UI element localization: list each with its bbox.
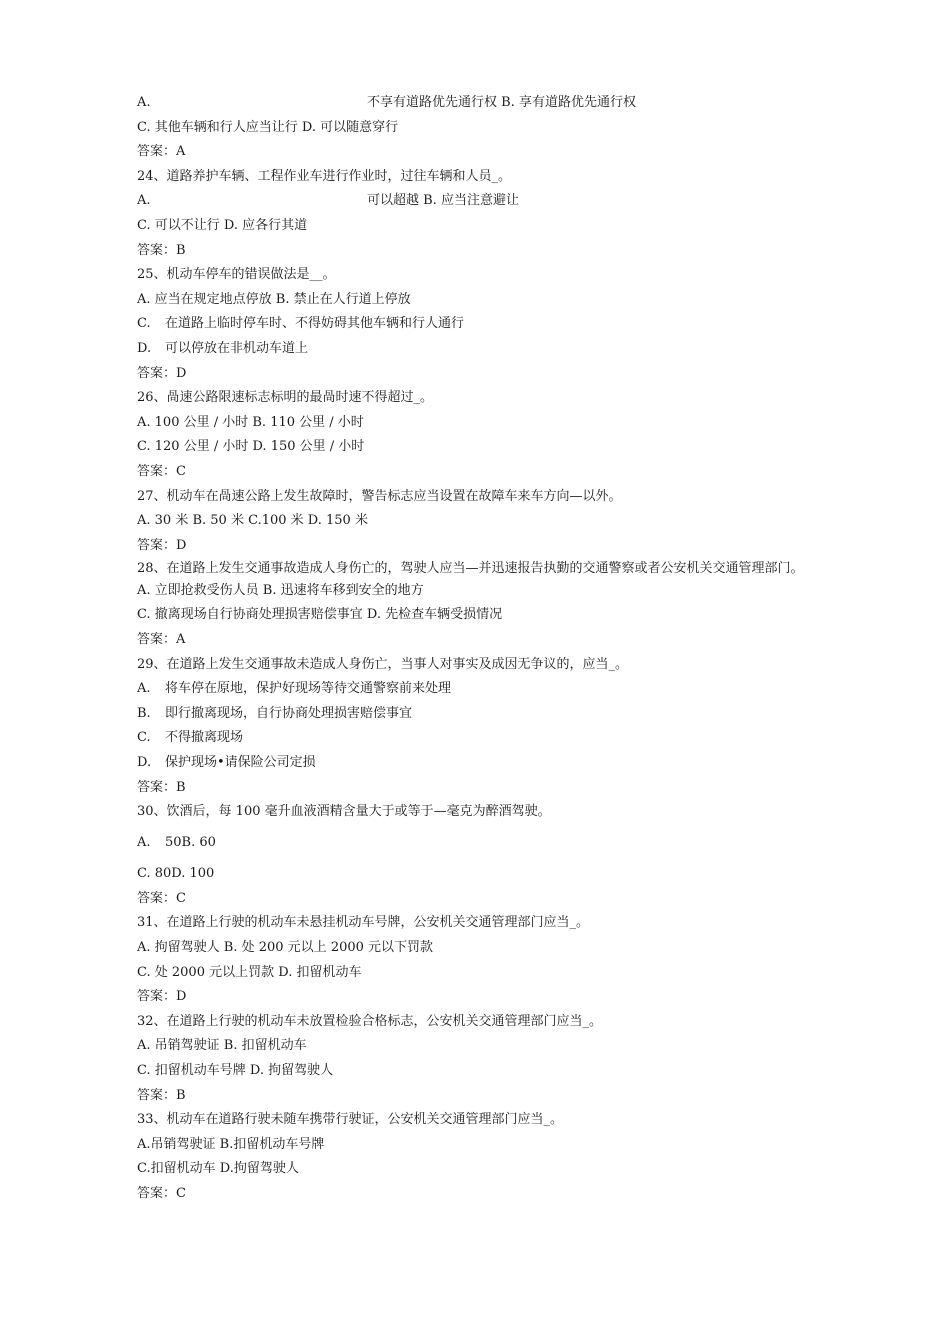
text-line: C. 其他车辆和行人应当让行 D. 可以随意穿行	[137, 119, 399, 135]
text-line: 答案：B	[137, 1087, 186, 1103]
option-text: 即行撤离现场，自行协商处理损害赔偿事宜	[165, 705, 413, 721]
text-line: A. 吊销驾驶证 B. 扣留机动车	[137, 1038, 307, 1054]
option-label: C.	[137, 730, 151, 746]
text-line: 32、在道路上行驶的机动车未放置检验合格标志，公安机关交通管理部门应当_。	[137, 1013, 603, 1029]
option-label: A.	[137, 193, 151, 209]
text-line: 33、机动车在道路行驶未随车携带行驶证，公安机关交通管理部门应当_。	[137, 1112, 564, 1128]
option-line	[137, 754, 817, 771]
text-line: 25、机动车停车的错误做法是__。	[137, 267, 336, 283]
text-line: 26、咼速公路限速标志标明的最咼时速不得超过_。	[137, 390, 434, 406]
text-line: C.扣留机动车 D.拘留驾驶人	[137, 1161, 299, 1177]
option-text: 不享有道路优先通行权 B. 享有道路优先通行权	[367, 95, 636, 110]
option-label: B.	[137, 705, 151, 721]
option-text: 在道路上临时停车时、不得妨碍其他车辆和行人通行	[165, 316, 465, 332]
text-line: A. 100 公里 / 小时 B. 110 公里 / 小时	[137, 414, 364, 430]
text-line: C. 80D. 100	[137, 866, 215, 882]
option-line	[137, 680, 817, 697]
option-label: A.	[137, 681, 151, 697]
text-line: 答案：D	[137, 365, 187, 381]
option-line	[137, 834, 817, 851]
text-line: 答案：B	[137, 779, 186, 795]
option-label: A.	[137, 835, 151, 851]
text-line: C. 120 公里 / 小时 D. 150 公里 / 小时	[137, 439, 365, 455]
text-line: 答案：A	[137, 632, 186, 648]
text-line: 答案：C	[137, 1185, 186, 1201]
text-line: 答案：A	[137, 144, 186, 160]
option-text: 可以超越 B. 应当注意避让	[367, 193, 519, 209]
option-label: D.	[137, 755, 152, 771]
option-line	[137, 315, 817, 332]
text-line: 答案：D	[137, 537, 187, 553]
text-line: A. 立即抢救受伤人员 B. 迅速将车移到安全的地方	[137, 582, 424, 598]
option-line	[137, 192, 817, 209]
text-line: A. 拘留驾驶人 B. 处 200 元以上 2000 元以下罚款	[137, 940, 434, 955]
text-line: 答案：C	[137, 890, 186, 906]
text-line: C. 处 2000 元以上罚款 D. 扣留机动车	[137, 964, 362, 980]
text-line: 29、在道路上发生交通事故未造成人身伤亡，当事人对事实及成因无争议的，应当_。	[137, 656, 629, 672]
text-line: 27、机动车在咼速公路上发生故障时，警告标志应当设置在故障车来车方向—以外。	[137, 488, 622, 504]
option-text: 可以停放在非机动车道上	[165, 340, 309, 356]
text-line: C. 可以不让行 D. 应各行其道	[137, 217, 308, 233]
text-line: 答案：B	[137, 242, 186, 258]
option-text: 50B. 60	[165, 835, 216, 851]
text-line: 30、饮酒后，每 100 毫升血液酒精含量大于或等于—毫克为醉酒驾驶。	[137, 804, 551, 820]
option-line	[137, 729, 817, 746]
option-label: C.	[137, 316, 151, 332]
option-label: D.	[137, 340, 152, 356]
text-line: 答案：C	[137, 463, 186, 479]
document-page	[137, 94, 817, 1210]
option-text: 将车停在原地，保护好现场等待交通警察前来处理	[165, 681, 452, 697]
option-label: A.	[137, 95, 151, 110]
text-line: C. 撤离现场自行协商处理损害赔偿事宜 D. 先检查车辆受损情况	[137, 607, 503, 623]
text-line: 24、道路养护车辆、工程作业车进行作业时，过往车辆和人员_。	[137, 168, 512, 184]
option-line	[137, 94, 817, 111]
text-line: A. 应当在规定地点停放 B. 禁止在人行道上停放	[137, 291, 411, 307]
text-line: A.吊销驾驶证 B.扣留机动车号牌	[137, 1136, 325, 1152]
text-line: 31、在道路上行驶的机动车未悬挂机动车号牌，公安机关交通管理部门应当_。	[137, 915, 590, 931]
option-line	[137, 705, 817, 722]
option-text: 保护现场•请保险公司定损	[165, 755, 316, 771]
text-line: C. 扣留机动车号牌 D. 拘留驾驶人	[137, 1062, 334, 1078]
text-line: 答案：D	[137, 989, 187, 1005]
text-line: A. 30 米 B. 50 米 C.100 米 D. 150 米	[137, 513, 368, 529]
option-text: 不得撤离现场	[165, 730, 244, 746]
question-line: 28、在道路上发生交通事故造成人身伤亡的，驾驶人应当—并迅速报告执勤的交通警察或者公安机关交通管理部门。	[137, 561, 804, 577]
option-line	[137, 340, 817, 357]
